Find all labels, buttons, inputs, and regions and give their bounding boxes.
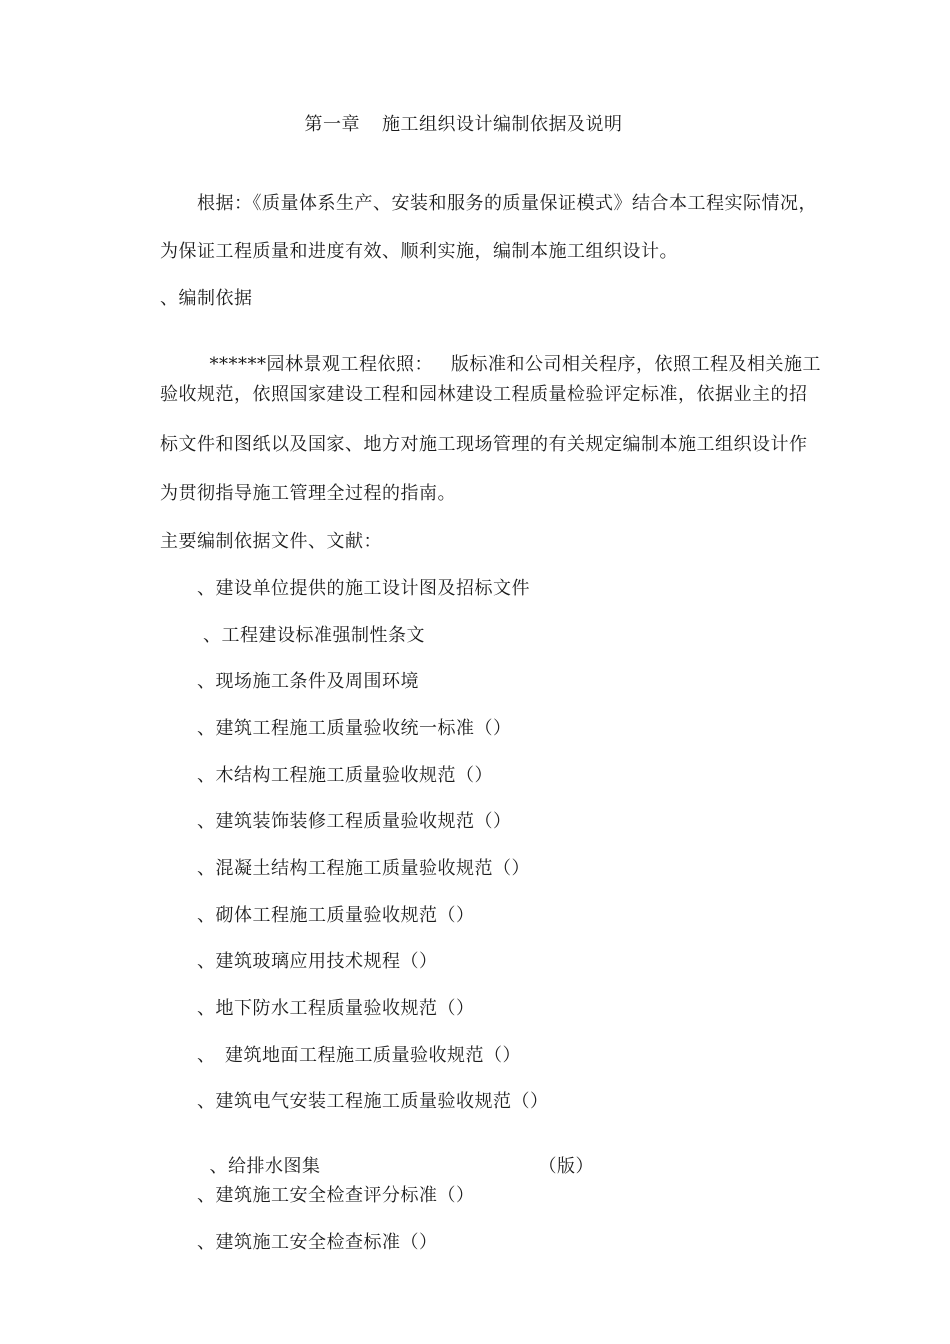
list-item: 、木结构工程施工质量验收规范（） xyxy=(197,765,493,786)
list-item: 、建筑施工安全检查评分标准（） xyxy=(197,1185,475,1206)
docs-heading: 主要编制依据文件、文献： xyxy=(160,531,382,552)
list-item: 、 建筑地面工程施工质量验收规范（） xyxy=(197,1045,521,1066)
basis-line-4: 为贯彻指导施工管理全过程的指南。 xyxy=(160,483,456,504)
section-heading: 、编制依据 xyxy=(160,288,253,309)
basis-line-1-part-a: ******园林景观工程依照： xyxy=(209,354,433,375)
list-item: 、混凝土结构工程施工质量验收规范（） xyxy=(197,858,530,879)
chapter-title: 施工组织设计编制依据及说明 xyxy=(381,114,623,135)
list-item-suffix: （版） xyxy=(538,1156,594,1177)
list-item: 、建筑工程施工质量验收统一标准（） xyxy=(197,718,512,739)
list-item: 、建设单位提供的施工设计图及招标文件 xyxy=(197,578,530,599)
list-item: 、建筑施工安全检查标准（） xyxy=(197,1232,438,1253)
list-item: 、建筑电气安装工程施工质量验收规范（） xyxy=(197,1091,549,1112)
list-item: 、地下防水工程质量验收规范（） xyxy=(197,998,475,1019)
list-item: 、建筑玻璃应用技术规程（） xyxy=(197,951,438,972)
list-item: 、砌体工程施工质量验收规范（） xyxy=(197,905,475,926)
list-item: 、建筑装饰装修工程质量验收规范（） xyxy=(197,811,512,832)
list-item xyxy=(197,1140,594,1176)
basis-line-1 xyxy=(197,338,821,374)
basis-line-2: 验收规范，依照国家建设工程和园林建设工程质量检验评定标准，依据业主的招 xyxy=(160,384,808,405)
list-item-text: 、给排水图集 xyxy=(209,1156,321,1177)
list-item: 、现场施工条件及周围环境 xyxy=(197,671,419,692)
chapter-number: 第一章 xyxy=(304,114,360,135)
list-item: 、工程建设标准强制性条文 xyxy=(203,625,425,646)
page-title xyxy=(292,98,622,134)
basis-line-3: 标文件和图纸以及国家、地方对施工现场管理的有关规定编制本施工组织设计作 xyxy=(160,434,808,455)
intro-line-1: 根据：《质量体系生产、安装和服务的质量保证模式》结合本工程实际情况， xyxy=(197,193,817,214)
intro-line-2: 为保证工程质量和进度有效、顺利实施，编制本施工组织设计。 xyxy=(160,241,678,262)
basis-line-1-part-b: 版标准和公司相关程序，依照工程及相关施工 xyxy=(450,354,821,375)
